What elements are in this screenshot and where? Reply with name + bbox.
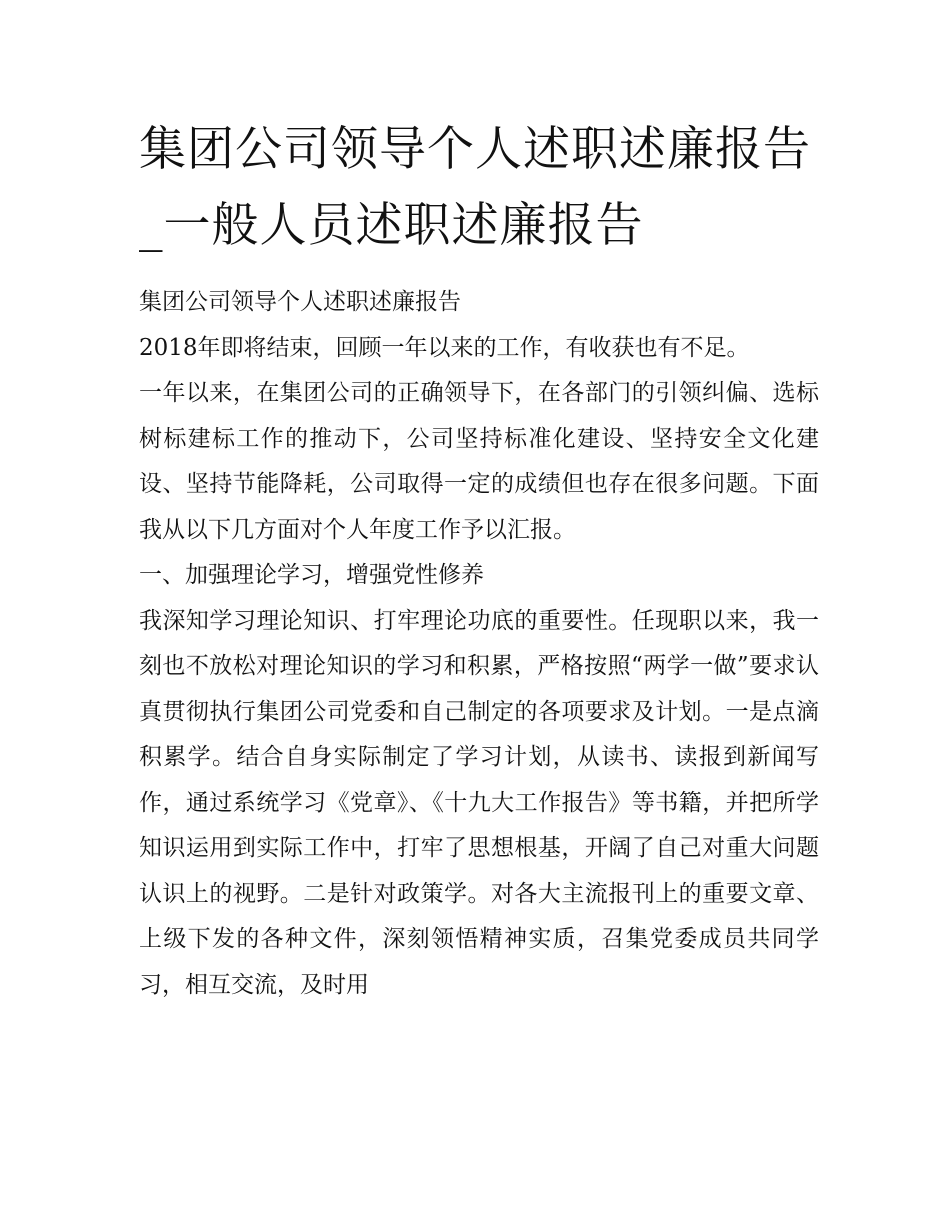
document-body (139, 280, 819, 1008)
paragraph-study: 我深知学习理论知识、打牢理论功底的重要性。任现职以来，我一刻也不放松对理论知识的学习和积累，严格按照“两学一做”要求认真贯彻执行集团公司党委和自己制定的各项要求及计划。一是点滴积累学。结合自身实际制定了学习计划，从读书、读报到新闻写作，通过系统学习《党章》、《十九大工作报告》等书籍，并把所学知识运用到实际工作中，打牢了思想根基，开阔了自己对重大问题认识上的视野。二是针对政策学。对各大主流报刊上的重要文章、上级下发的各种文件，深刻领悟精神实质，召集党委成员共同学习，相互交流，及时用 (139, 607, 819, 998)
paragraph-overview: 一年以来，在集团公司的正确领导下，在各部门的引领纠偏、选标树标建标工作的推动下，公司坚持标准化建设、坚持安全文化建设、坚持节能降耗，公司取得一定的成绩但也存在很多问题。下面我从以下几方面对个人年度工作予以汇报。 (139, 380, 819, 543)
document-title: 集团公司领导个人述职述廉报告_一般人员述职述廉报告 (139, 122, 811, 253)
section-heading-1: 一、加强理论学习，增强党性修养 (139, 562, 484, 588)
paragraph-subtitle: 集团公司领导个人述职述廉报告 (139, 289, 461, 315)
paragraph-intro: 2018年即将结束，回顾一年以来的工作，有收获也有不足。 (139, 334, 750, 361)
